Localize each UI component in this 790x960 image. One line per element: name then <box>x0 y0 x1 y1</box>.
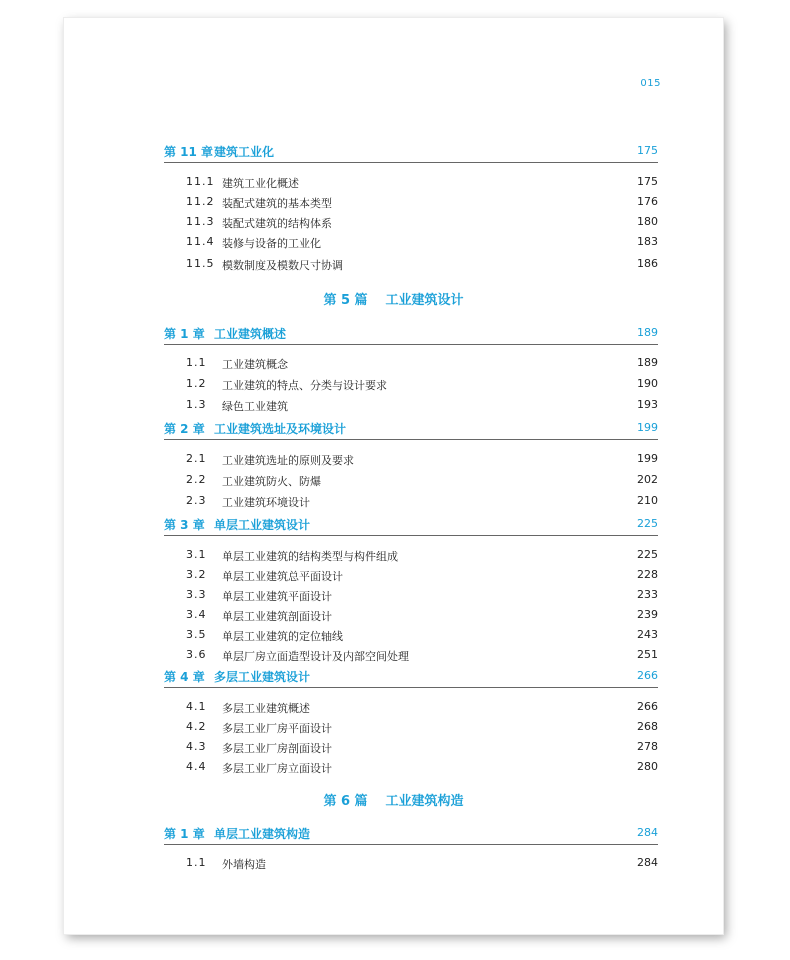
section-page: 280 <box>637 760 658 773</box>
toc-entry[interactable] <box>186 234 658 250</box>
section-number: 1.1 <box>186 856 207 869</box>
section-number: 3.1 <box>186 548 207 561</box>
toc-entry[interactable] <box>186 739 658 755</box>
section-page: 278 <box>637 740 658 753</box>
part-heading <box>64 790 723 809</box>
book-page <box>64 18 723 934</box>
toc-entry[interactable] <box>186 194 658 210</box>
section-page: 268 <box>637 720 658 733</box>
section-number: 3.4 <box>186 608 207 621</box>
toc-entry[interactable] <box>186 493 658 509</box>
section-number: 4.1 <box>186 700 207 713</box>
section-number: 1.3 <box>186 398 207 411</box>
section-title: 单层工业建筑的定位轴线 <box>222 630 343 643</box>
section-number: 1.2 <box>186 377 207 390</box>
chapter-title: 单层工业建筑设计 <box>214 518 311 532</box>
chapter-number: 第 1 章 <box>164 327 205 341</box>
section-page: 266 <box>637 700 658 713</box>
section-title: 建筑工业化概述 <box>222 177 299 190</box>
section-page: 199 <box>637 452 658 465</box>
section-number: 1.1 <box>186 356 207 369</box>
section-title: 外墙构造 <box>222 858 266 871</box>
section-number: 4.2 <box>186 720 207 733</box>
toc-entry[interactable] <box>186 607 658 623</box>
toc-entry[interactable] <box>186 759 658 775</box>
toc-entry[interactable] <box>186 719 658 735</box>
section-title: 多层工业厂房平面设计 <box>222 722 332 735</box>
section-number: 11.4 <box>186 235 215 248</box>
chapter-heading[interactable] <box>164 511 658 536</box>
chapter-number: 第 2 章 <box>164 422 205 436</box>
section-page: 183 <box>637 235 658 248</box>
toc-entry[interactable] <box>186 397 658 413</box>
section-page: 225 <box>637 548 658 561</box>
toc-entry[interactable] <box>186 214 658 230</box>
section-title: 单层工业建筑总平面设计 <box>222 570 343 583</box>
chapter-page: 284 <box>637 826 658 839</box>
section-page: 202 <box>637 473 658 486</box>
section-number: 11.1 <box>186 175 215 188</box>
toc-entry[interactable] <box>186 627 658 643</box>
section-page: 180 <box>637 215 658 228</box>
toc-entry[interactable] <box>186 256 658 272</box>
section-title: 装配式建筑的基本类型 <box>222 197 332 210</box>
section-title: 多层工业厂房剖面设计 <box>222 742 332 755</box>
section-page: 210 <box>637 494 658 507</box>
section-title: 模数制度及模数尺寸协调 <box>222 259 343 272</box>
section-number: 11.5 <box>186 257 215 270</box>
section-number: 2.1 <box>186 452 207 465</box>
section-page: 189 <box>637 356 658 369</box>
section-title: 工业建筑防火、防爆 <box>222 475 321 488</box>
chapter-title: 工业建筑选址及环境设计 <box>214 422 347 436</box>
part-title: 工业建筑构造 <box>385 794 464 809</box>
toc-entry[interactable] <box>186 855 658 871</box>
section-number: 11.3 <box>186 215 215 228</box>
section-title: 多层工业厂房立面设计 <box>222 762 332 775</box>
section-page: 239 <box>637 608 658 621</box>
section-number: 11.2 <box>186 195 215 208</box>
section-number: 3.3 <box>186 588 207 601</box>
chapter-page: 189 <box>637 326 658 339</box>
table-of-contents <box>64 18 723 934</box>
toc-entry[interactable] <box>186 647 658 663</box>
toc-entry[interactable] <box>186 451 658 467</box>
section-title: 工业建筑环境设计 <box>222 496 310 509</box>
section-page: 193 <box>637 398 658 411</box>
page-number: 015 <box>640 78 661 89</box>
section-title: 工业建筑选址的原则及要求 <box>222 454 354 467</box>
chapter-heading[interactable] <box>164 415 658 440</box>
section-page: 251 <box>637 648 658 661</box>
section-number: 3.6 <box>186 648 207 661</box>
section-page: 186 <box>637 257 658 270</box>
section-number: 4.4 <box>186 760 207 773</box>
section-number: 3.5 <box>186 628 207 641</box>
chapter-page: 175 <box>637 144 658 157</box>
section-page: 233 <box>637 588 658 601</box>
section-title: 工业建筑的特点、分类与设计要求 <box>222 379 387 392</box>
section-page: 175 <box>637 175 658 188</box>
part-title: 工业建筑设计 <box>385 293 464 308</box>
section-title: 装配式建筑的结构体系 <box>222 217 332 230</box>
chapter-page: 225 <box>637 517 658 530</box>
chapter-title: 多层工业建筑设计 <box>214 670 311 684</box>
toc-entry[interactable] <box>186 699 658 715</box>
section-number: 4.3 <box>186 740 207 753</box>
section-title: 工业建筑概念 <box>222 358 288 371</box>
chapter-page: 199 <box>637 421 658 434</box>
section-number: 3.2 <box>186 568 207 581</box>
chapter-heading[interactable] <box>164 320 658 345</box>
section-title: 装修与设备的工业化 <box>222 237 321 250</box>
section-title: 多层工业建筑概述 <box>222 702 310 715</box>
chapter-number: 第 3 章 <box>164 518 205 532</box>
part-heading <box>64 289 723 308</box>
toc-entry[interactable] <box>186 472 658 488</box>
section-title: 绿色工业建筑 <box>222 400 288 413</box>
section-page: 284 <box>637 856 658 869</box>
part-number: 第 6 篇 <box>323 794 368 809</box>
chapter-heading[interactable] <box>164 663 658 688</box>
toc-entry[interactable] <box>186 376 658 392</box>
section-title: 单层厂房立面造型设计及内部空间处理 <box>222 650 409 663</box>
toc-entry[interactable] <box>186 587 658 603</box>
section-page: 190 <box>637 377 658 390</box>
chapter-heading[interactable] <box>164 138 658 163</box>
section-page: 228 <box>637 568 658 581</box>
toc-entry[interactable] <box>186 547 658 563</box>
section-page: 176 <box>637 195 658 208</box>
chapter-title: 建筑工业化 <box>214 145 275 159</box>
section-number: 2.3 <box>186 494 207 507</box>
section-page: 243 <box>637 628 658 641</box>
section-title: 单层工业建筑平面设计 <box>222 590 332 603</box>
part-number: 第 5 篇 <box>323 293 368 308</box>
section-title: 单层工业建筑剖面设计 <box>222 610 332 623</box>
chapter-heading[interactable] <box>164 820 658 845</box>
toc-entry[interactable] <box>186 174 658 190</box>
chapter-title: 单层工业建筑构造 <box>214 827 311 841</box>
chapter-number: 第 1 章 <box>164 827 205 841</box>
section-title: 单层工业建筑的结构类型与构件组成 <box>222 550 398 563</box>
chapter-number: 第 11 章 <box>164 145 214 159</box>
chapter-title: 工业建筑概述 <box>214 327 287 341</box>
toc-entry[interactable] <box>186 567 658 583</box>
chapter-page: 266 <box>637 669 658 682</box>
section-number: 2.2 <box>186 473 207 486</box>
chapter-number: 第 4 章 <box>164 670 205 684</box>
toc-entry[interactable] <box>186 355 658 371</box>
